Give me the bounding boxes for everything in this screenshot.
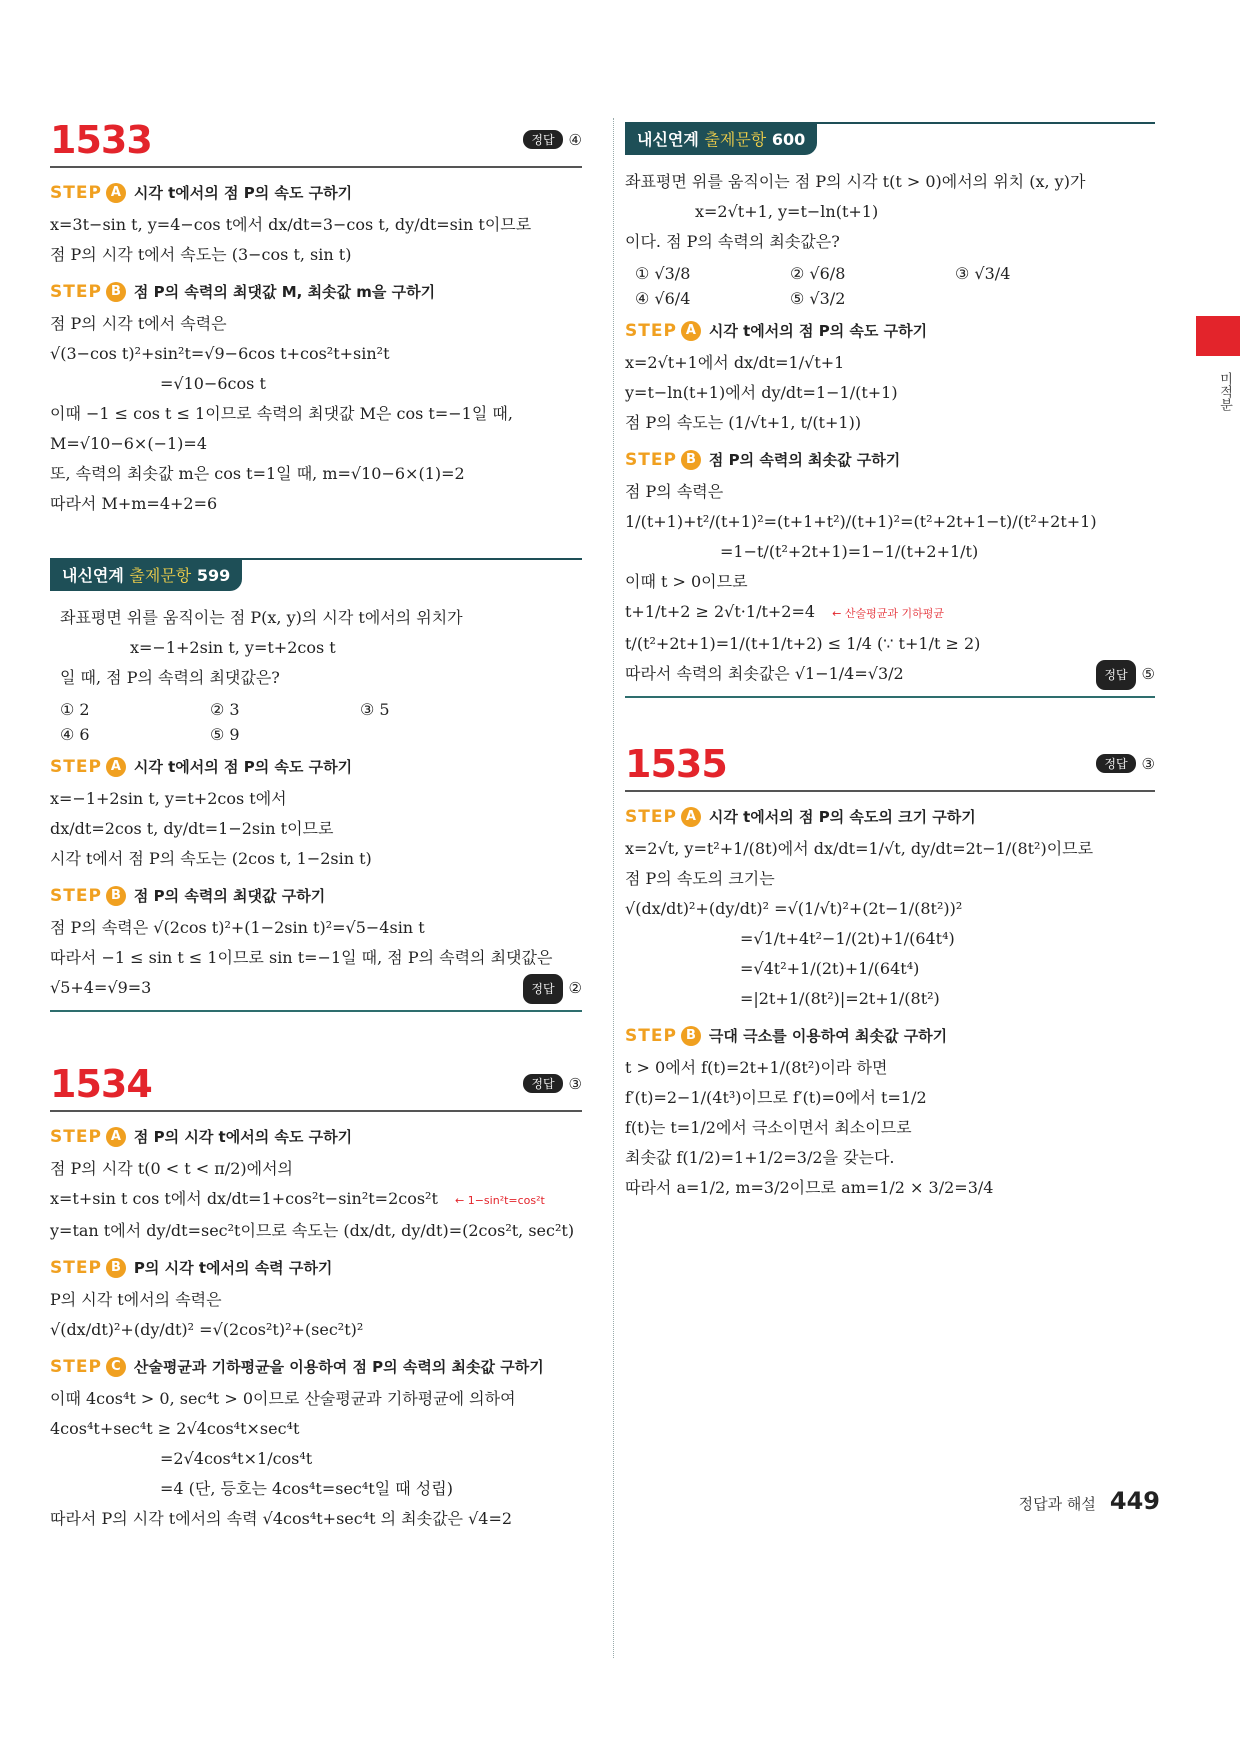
step-text: 시각 t에서의 점 P의 속도 구하기 bbox=[708, 322, 928, 340]
solution-line: 점 P의 속도의 크기는 bbox=[625, 869, 775, 888]
step-a-title bbox=[625, 320, 1155, 341]
solution-line: y=t−ln(t+1)에서 dy/dt=1−1/(t+1) bbox=[625, 383, 898, 402]
section-tag bbox=[625, 122, 817, 155]
step-label: STEP bbox=[50, 885, 102, 906]
side-note: ← 1−sin²t=cos²t bbox=[455, 1194, 545, 1207]
solution-line: =4 (단, 등호는 4cos⁴t=sec⁴t일 때 성립) bbox=[160, 1479, 453, 1498]
choice-1: ① 2 bbox=[60, 700, 90, 719]
page-footer bbox=[1019, 1487, 1160, 1515]
answer-value: ⑤ bbox=[1141, 666, 1155, 683]
step-text: 시각 t에서의 점 P의 속도 구하기 bbox=[133, 758, 353, 776]
step-letter: B bbox=[106, 1258, 126, 1278]
solution-line bbox=[50, 1185, 582, 1215]
section-tag bbox=[50, 558, 242, 591]
solution-line: P의 시각 t에서의 속력은 bbox=[50, 1290, 222, 1309]
step-text: 점 P의 시각 t에서의 속도 구하기 bbox=[133, 1128, 353, 1146]
step-text: 점 P의 속력의 최솟값 구하기 bbox=[708, 451, 901, 469]
solution-text: √5+4=√9=3 bbox=[50, 978, 152, 997]
step-letter: B bbox=[106, 282, 126, 302]
solution-line: √(dx/dt)²+(dy/dt)² =√(2cos²t)²+(sec²t)² bbox=[50, 1320, 364, 1339]
section-number: 600 bbox=[771, 130, 806, 149]
footer-label: 정답과 해설 bbox=[1018, 1495, 1096, 1513]
chapter-tab bbox=[1196, 316, 1240, 356]
step-label: STEP bbox=[50, 756, 102, 777]
question-line: x=−1+2sin t, y=t+2cos t bbox=[130, 638, 336, 657]
step-label: STEP bbox=[50, 182, 102, 203]
side-note: ← 산술평균과 기하평균 bbox=[832, 607, 944, 620]
choice-4: ④ 6 bbox=[60, 725, 90, 744]
solution-line: 따라서 M+m=4+2=6 bbox=[50, 494, 218, 513]
solution-line: 점 P의 속력은 √(2cos t)²+(1−2sin t)²=√5−4sin t bbox=[50, 918, 425, 937]
solution-line: 이때 t > 0이므로 bbox=[625, 572, 748, 591]
question-line: 좌표평면 위를 움직이는 점 P의 시각 t(t > 0)에서의 위치 (x, y)가 bbox=[625, 172, 1086, 191]
step-label: STEP bbox=[625, 1025, 677, 1046]
answer-badge: 정답 bbox=[523, 1074, 562, 1093]
solution-line: =√4t²+1/(2t)+1/(64t⁴) bbox=[740, 959, 920, 978]
step-text: 시각 t에서의 점 P의 속도의 크기 구하기 bbox=[708, 808, 976, 826]
step-c-title bbox=[50, 1356, 582, 1377]
step-letter: A bbox=[681, 807, 701, 827]
step-b-title bbox=[50, 885, 582, 906]
solution-line: x=3t−sin t, y=4−cos t에서 dx/dt=3−cos t, dy/dt=sin t이므로 bbox=[50, 215, 532, 234]
section-end-rule bbox=[625, 696, 1155, 698]
choice-3: ③ 5 bbox=[360, 700, 390, 719]
solution-line: =√1/t+4t²−1/(2t)+1/(64t⁴) bbox=[740, 929, 955, 948]
problem-1533-header bbox=[50, 118, 582, 168]
answer-value: ② bbox=[568, 980, 582, 997]
answer-tag bbox=[1096, 754, 1155, 773]
problem-number: 1533 bbox=[50, 118, 152, 162]
choice-5: ⑤ √3/2 bbox=[790, 289, 846, 308]
solution-line: f(t)는 t=1/2에서 극소이면서 최소이므로 bbox=[625, 1118, 912, 1137]
solution-line-with-answer bbox=[50, 974, 582, 1004]
step-letter: A bbox=[106, 183, 126, 203]
problem-1535-header bbox=[625, 742, 1155, 792]
step-label: STEP bbox=[50, 281, 102, 302]
section-tag-label: 내신연계 bbox=[62, 566, 124, 585]
answer-badge: 정답 bbox=[523, 130, 562, 149]
solution-line: 1/(t+1)+t²/(t+1)²=(t+1+t²)/(t+1)²=(t²+2t+1−t)/(t²+2t+1) bbox=[625, 512, 1097, 531]
solution-line: t/(t²+2t+1)=1/(t+1/t+2) ≤ 1/4 (∵ t+1/t ≥ 2) bbox=[625, 634, 981, 653]
step-label: STEP bbox=[625, 320, 677, 341]
column-divider bbox=[613, 118, 614, 1658]
left-column bbox=[50, 118, 582, 1535]
solution-text: x=t+sin t cos t에서 dx/dt=1+cos²t−sin²t=2cos²t bbox=[50, 1189, 438, 1208]
solution-line-with-answer bbox=[625, 660, 1155, 690]
step-label: STEP bbox=[625, 449, 677, 470]
problem-number: 1534 bbox=[50, 1062, 152, 1106]
solution-line: =2√4cos⁴t×1/cos⁴t bbox=[160, 1449, 313, 1468]
solution-line: dx/dt=2cos t, dy/dt=1−2sin t이므로 bbox=[50, 819, 334, 838]
choice-5: ⑤ 9 bbox=[210, 725, 240, 744]
step-text: 시각 t에서의 점 P의 속도 구하기 bbox=[133, 184, 353, 202]
solution-line: =|2t+1/(8t²)|=2t+1/(8t²) bbox=[740, 989, 940, 1008]
section-600-band bbox=[625, 122, 1155, 158]
solution-line: f′(t)=2−1/(4t³)이므로 f′(t)=0에서 t=1/2 bbox=[625, 1088, 927, 1107]
section-tag-highlight: 출제문항 bbox=[129, 566, 192, 585]
step-a-title bbox=[50, 182, 582, 203]
solution-text: 따라서 속력의 최솟값은 √1−1/4=√3/2 bbox=[625, 664, 904, 683]
answer-badge: 정답 bbox=[1096, 754, 1135, 773]
step-label: STEP bbox=[625, 806, 677, 827]
solution-line: 점 P의 속도는 (1/√t+1, t/(t+1)) bbox=[625, 413, 862, 432]
answer-tag bbox=[523, 1074, 582, 1093]
solution-line: t > 0에서 f(t)=2t+1/(8t²)이라 하면 bbox=[625, 1058, 888, 1077]
solution-line: 점 P의 시각 t에서 속도는 (3−cos t, sin t) bbox=[50, 245, 352, 264]
step-letter: C bbox=[106, 1357, 126, 1377]
solution-line: x=−1+2sin t, y=t+2cos t에서 bbox=[50, 789, 287, 808]
answer-tag bbox=[1096, 660, 1155, 690]
answer-badge: 정답 bbox=[523, 974, 562, 1004]
step-text: 점 P의 속력의 최댓값 구하기 bbox=[133, 887, 326, 905]
solution-line: y=tan t에서 dy/dt=sec²t이므로 속도는 (dx/dt, dy/dt)=(2cos²t, sec²t) bbox=[50, 1221, 575, 1240]
step-text: 극대 극소를 이용하여 최솟값 구하기 bbox=[708, 1027, 948, 1045]
solution-line: 따라서 a=1/2, m=3/2이므로 am=1/2 × 3/2=3/4 bbox=[625, 1178, 994, 1197]
step-letter: B bbox=[106, 886, 126, 906]
step-letter: B bbox=[681, 1026, 701, 1046]
choice-1: ① √3/8 bbox=[635, 264, 691, 283]
step-b-title bbox=[50, 1257, 582, 1278]
solution-line: x=2√t+1에서 dx/dt=1/√t+1 bbox=[625, 353, 845, 372]
solution-line: √(3−cos t)²+sin²t=√9−6cos t+cos²t+sin²t bbox=[50, 344, 390, 363]
solution-line bbox=[625, 598, 1155, 628]
solution-text: t+1/t+2 ≥ 2√t·1/t+2=4 bbox=[625, 602, 816, 621]
step-a-title bbox=[625, 806, 1155, 827]
question-line: x=2√t+1, y=t−ln(t+1) bbox=[695, 202, 879, 221]
step-letter: A bbox=[106, 757, 126, 777]
solution-line: 따라서 −1 ≤ sin t ≤ 1이므로 sin t=−1일 때, 점 P의 속력의 최댓값은 bbox=[50, 948, 553, 967]
solution-line: 또, 속력의 최솟값 m은 cos t=1일 때, m=√10−6×(1)=2 bbox=[50, 464, 465, 483]
step-text: 점 P의 속력의 최댓값 M, 최솟값 m을 구하기 bbox=[133, 283, 436, 301]
choice-2: ② √6/8 bbox=[790, 264, 846, 283]
step-b-title bbox=[625, 1025, 1155, 1046]
solution-line: 따라서 P의 시각 t에서의 속력 √4cos⁴t+sec⁴t 의 최솟값은 √4=2 bbox=[50, 1509, 513, 1528]
answer-tag bbox=[523, 130, 582, 149]
solution-line: 4cos⁴t+sec⁴t ≥ 2√4cos⁴t×sec⁴t bbox=[50, 1419, 300, 1438]
section-tag-label: 내신연계 bbox=[637, 130, 699, 149]
section-599-band bbox=[50, 558, 582, 594]
problem-1534-header bbox=[50, 1062, 582, 1112]
section-tag-highlight: 출제문항 bbox=[704, 130, 767, 149]
choices bbox=[60, 700, 582, 744]
answer-badge: 정답 bbox=[1096, 660, 1135, 690]
solution-line: 점 P의 시각 t(0 < t < π/2)에서의 bbox=[50, 1159, 293, 1178]
step-letter: A bbox=[681, 321, 701, 341]
step-b-title bbox=[625, 449, 1155, 470]
choices bbox=[635, 264, 1155, 308]
choice-4: ④ √6/4 bbox=[635, 289, 691, 308]
solution-line: =1−t/(t²+2t+1)=1−1/(t+2+1/t) bbox=[720, 542, 979, 561]
answer-value: ③ bbox=[568, 1075, 582, 1093]
question-line: 일 때, 점 P의 속력의 최댓값은? bbox=[60, 668, 280, 687]
solution-line: 점 P의 속력은 bbox=[625, 482, 724, 501]
chapter-label: 미적분 bbox=[1217, 372, 1232, 411]
step-label: STEP bbox=[50, 1257, 102, 1278]
page-number: 449 bbox=[1109, 1487, 1160, 1515]
solution-line: √(dx/dt)²+(dy/dt)² =√(1/√t)²+(2t−1/(8t²))² bbox=[625, 899, 963, 918]
solution-line: 이때 4cos⁴t > 0, sec⁴t > 0이므로 산술평균과 기하평균에 의하여 bbox=[50, 1389, 516, 1408]
solution-line: 점 P의 시각 t에서 속력은 bbox=[50, 314, 227, 333]
step-a-title bbox=[50, 756, 582, 777]
answer-tag bbox=[523, 974, 582, 1004]
step-label: STEP bbox=[50, 1356, 102, 1377]
section-end-rule bbox=[50, 1010, 582, 1012]
section-number: 599 bbox=[196, 566, 231, 585]
solution-line: 이때 −1 ≤ cos t ≤ 1이므로 속력의 최댓값 M은 cos t=−1일 때, bbox=[50, 404, 513, 423]
choice-3: ③ √3/4 bbox=[955, 264, 1011, 283]
step-a-title bbox=[50, 1126, 582, 1147]
step-text: 산술평균과 기하평균을 이용하여 점 P의 속력의 최솟값 구하기 bbox=[133, 1358, 544, 1376]
question-line: 좌표평면 위를 움직이는 점 P(x, y)의 시각 t에서의 위치가 bbox=[60, 608, 463, 627]
solution-line: =√10−6cos t bbox=[160, 374, 266, 393]
step-label: STEP bbox=[50, 1126, 102, 1147]
step-letter: B bbox=[681, 450, 701, 470]
question-line: 이다. 점 P의 속력의 최솟값은? bbox=[625, 232, 840, 251]
solution-line: 최솟값 f(1/2)=1+1/2=3/2을 갖는다. bbox=[625, 1148, 895, 1167]
step-text: P의 시각 t에서의 속력 구하기 bbox=[133, 1259, 333, 1277]
answer-value: ④ bbox=[568, 131, 582, 149]
solution-line: x=2√t, y=t²+1/(8t)에서 dx/dt=1/√t, dy/dt=2t−1/(8t²)이므로 bbox=[625, 839, 1094, 858]
right-column bbox=[625, 118, 1155, 1204]
step-letter: A bbox=[106, 1127, 126, 1147]
step-b-title bbox=[50, 281, 582, 302]
choice-2: ② 3 bbox=[210, 700, 240, 719]
solution-line: M=√10−6×(−1)=4 bbox=[50, 434, 207, 453]
answer-value: ③ bbox=[1141, 755, 1155, 773]
problem-number: 1535 bbox=[625, 742, 727, 786]
solution-line: 시각 t에서 점 P의 속도는 (2cos t, 1−2sin t) bbox=[50, 849, 372, 868]
